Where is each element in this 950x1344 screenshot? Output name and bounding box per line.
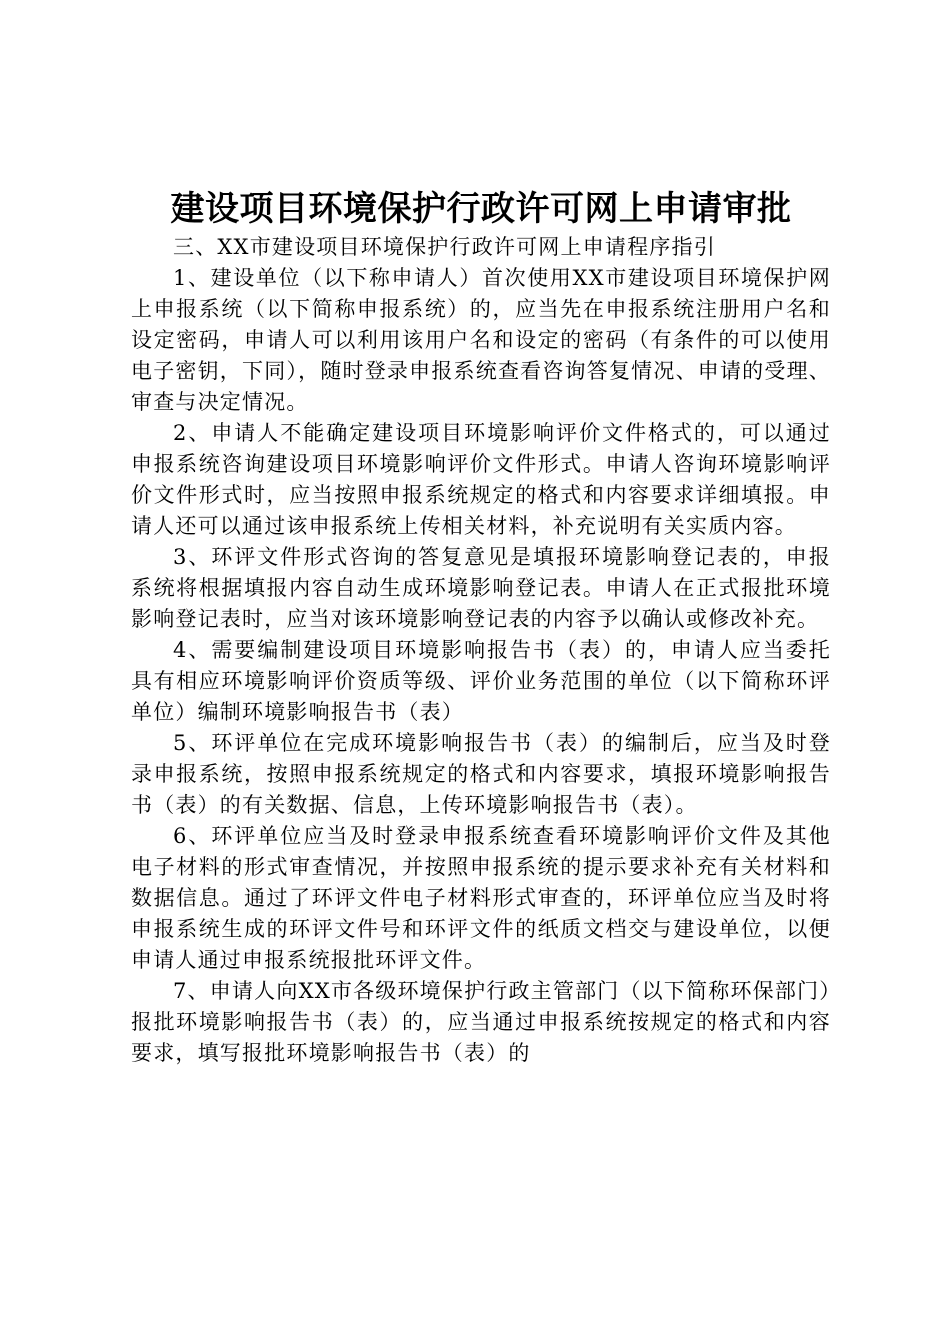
section-subtitle: 三、XX市建设项目环境保护行政许可网上申请程序指引	[173, 235, 716, 259]
paragraph-1: 1、建设单位（以下称申请人）首次使用XX市建设项目环境保护网上申报系统（以下简称申报系统）的，应当先在申报系统注册用户名和设定密码，申请人可以利用该用户名和设定的密码（有条件的可以使用电子密钥，下同），随时登录申报系统查看咨询答复情况、申请的受理、审查与决定情况。	[131, 266, 831, 414]
document-title: 建设项目环境保护行政许可网上申请审批	[170, 189, 792, 229]
paragraph-7: 7、申请人向XX市各级环境保护行政主管部门（以下简称环保部门）报批环境影响报告书（表）的，应当通过申报系统按规定的格式和内容要求，填写报批环境影响报告书（表）的	[131, 979, 831, 1065]
paragraph-3: 3、环评文件形式咨询的答复意见是填报环境影响登记表的，申报系统将根据填报内容自动生成环境影响登记表。申请人在正式报批环境影响登记表时，应当对该环境影响登记表的内容予以确认或修改补充。	[131, 545, 831, 631]
document-page	[131, 186, 831, 1069]
paragraph-2: 2、申请人不能确定建设项目环境影响评价文件格式的，可以通过申报系统咨询建设项目环境影响评价文件形式。申请人咨询环境影响评价文件形式时，应当按照申报系统规定的格式和内容要求详细填报。申请人还可以通过该申报系统上传相关材料，补充说明有关实质内容。	[131, 421, 831, 538]
paragraph-5: 5、环评单位在完成环境影响报告书（表）的编制后，应当及时登录申报系统，按照申报系统规定的格式和内容要求，填报环境影响报告书（表）的有关数据、信息，上传环境影响报告书（表）。	[131, 731, 831, 817]
paragraph-4: 4、需要编制建设项目环境影响报告书（表）的，申请人应当委托具有相应环境影响评价资质等级、评价业务范围的单位（以下简称环评单位）编制环境影响报告书（表）	[131, 638, 831, 724]
paragraph-6: 6、环评单位应当及时登录申报系统查看环境影响评价文件及其他电子材料的形式审查情况，并按照申报系统的提示要求补充有关材料和数据信息。通过了环评文件电子材料形式审查的，环评单位应当及时将申报系统生成的环评文件号和环评文件的纸质文档交与建设单位，以便申请人通过申报系统报批环评文件。	[131, 824, 831, 972]
